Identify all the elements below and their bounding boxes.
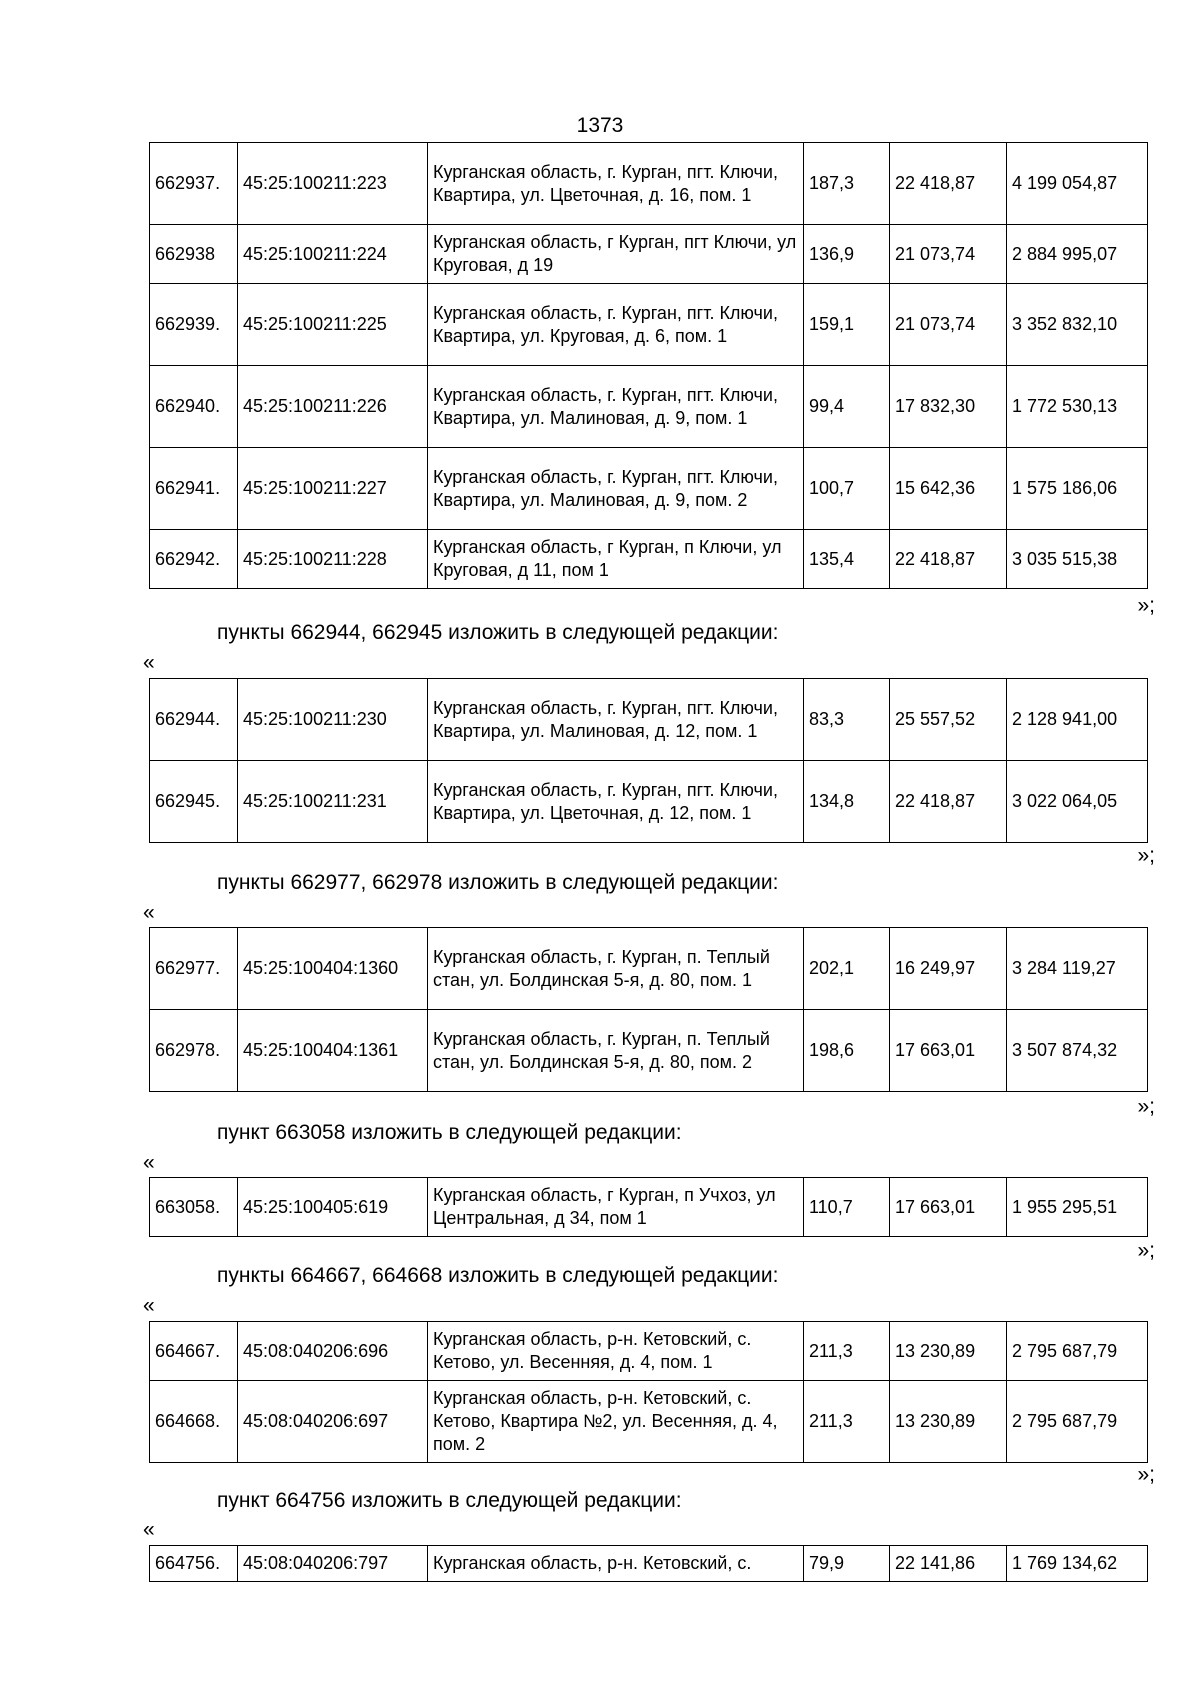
area: 83,3 bbox=[804, 679, 890, 761]
page-number: 1373 bbox=[576, 114, 624, 137]
area: 99,4 bbox=[804, 366, 890, 448]
closing-quote: »; bbox=[1137, 1239, 1155, 1262]
row-number: 664668. bbox=[150, 1381, 238, 1463]
cadastral-number: 45:25:100211:230 bbox=[238, 679, 428, 761]
table-row bbox=[150, 1322, 1148, 1381]
cadastral-value: 1 955 295,51 bbox=[1007, 1178, 1148, 1237]
address: Курганская область, г. Курган, пгт. Ключи, Квартира, ул. Цветочная, д. 16, пом. 1 bbox=[428, 143, 804, 225]
cadastral-number: 45:08:040206:797 bbox=[238, 1546, 428, 1582]
registry-table-2 bbox=[149, 678, 1148, 843]
cadastral-value: 2 795 687,79 bbox=[1007, 1381, 1148, 1463]
cadastral-number: 45:25:100211:224 bbox=[238, 225, 428, 284]
cadastral-value: 1 772 530,13 bbox=[1007, 366, 1148, 448]
cadastral-number: 45:08:040206:697 bbox=[238, 1381, 428, 1463]
row-number: 662942. bbox=[150, 530, 238, 589]
closing-quote: »; bbox=[1137, 1095, 1155, 1118]
area: 159,1 bbox=[804, 284, 890, 366]
area: 187,3 bbox=[804, 143, 890, 225]
cadastral-value: 1 769 134,62 bbox=[1007, 1546, 1148, 1582]
table-row bbox=[150, 1178, 1148, 1237]
specific-value: 21 073,74 bbox=[890, 284, 1007, 366]
address: Курганская область, г. Курган, п. Теплый стан, ул. Болдинская 5-я, д. 80, пом. 2 bbox=[428, 1010, 804, 1092]
area: 134,8 bbox=[804, 761, 890, 843]
address: Курганская область, г. Курган, пгт. Ключи, Квартира, ул. Малиновая, д. 9, пом. 1 bbox=[428, 366, 804, 448]
cadastral-value: 3 284 119,27 bbox=[1007, 928, 1148, 1010]
area: 198,6 bbox=[804, 1010, 890, 1092]
cadastral-number: 45:25:100404:1361 bbox=[238, 1010, 428, 1092]
table-row bbox=[150, 1381, 1148, 1463]
specific-value: 17 663,01 bbox=[890, 1010, 1007, 1092]
address: Курганская область, р-н. Кетовский, с. Кетово, Квартира №2, ул. Весенняя, д. 4, пом. 2 bbox=[428, 1381, 804, 1463]
row-number: 662944. bbox=[150, 679, 238, 761]
table-row bbox=[150, 761, 1148, 843]
address: Курганская область, р-н. Кетовский, с. bbox=[428, 1546, 804, 1582]
row-number: 662940. bbox=[150, 366, 238, 448]
cadastral-value: 3 035 515,38 bbox=[1007, 530, 1148, 589]
cadastral-value: 3 507 874,32 bbox=[1007, 1010, 1148, 1092]
address: Курганская область, г. Курган, пгт. Ключи, Квартира, ул. Цветочная, д. 12, пом. 1 bbox=[428, 761, 804, 843]
address: Курганская область, г. Курган, пгт. Ключи, Квартира, ул. Малиновая, д. 12, пом. 1 bbox=[428, 679, 804, 761]
opening-quote: « bbox=[143, 651, 155, 674]
cadastral-value: 2 128 941,00 bbox=[1007, 679, 1148, 761]
area: 110,7 bbox=[804, 1178, 890, 1237]
opening-quote: « bbox=[143, 1151, 155, 1174]
row-number: 662977. bbox=[150, 928, 238, 1010]
table-row bbox=[150, 284, 1148, 366]
row-number: 662978. bbox=[150, 1010, 238, 1092]
amendment-instruction: пункты 662944, 662945 изложить в следующей редакции: bbox=[217, 621, 779, 644]
area: 135,4 bbox=[804, 530, 890, 589]
table-row bbox=[150, 366, 1148, 448]
amendment-instruction: пункты 662977, 662978 изложить в следующей редакции: bbox=[217, 871, 779, 894]
cadastral-value: 1 575 186,06 bbox=[1007, 448, 1148, 530]
table-row bbox=[150, 928, 1148, 1010]
specific-value: 13 230,89 bbox=[890, 1381, 1007, 1463]
registry-table-5 bbox=[149, 1321, 1148, 1463]
cadastral-number: 45:25:100211:227 bbox=[238, 448, 428, 530]
table-row bbox=[150, 225, 1148, 284]
specific-value: 25 557,52 bbox=[890, 679, 1007, 761]
area: 79,9 bbox=[804, 1546, 890, 1582]
cadastral-number: 45:08:040206:696 bbox=[238, 1322, 428, 1381]
specific-value: 13 230,89 bbox=[890, 1322, 1007, 1381]
area: 202,1 bbox=[804, 928, 890, 1010]
table-row bbox=[150, 1010, 1148, 1092]
specific-value: 21 073,74 bbox=[890, 225, 1007, 284]
cadastral-number: 45:25:100211:225 bbox=[238, 284, 428, 366]
specific-value: 22 141,86 bbox=[890, 1546, 1007, 1582]
address: Курганская область, г Курган, п Ключи, ул Круговая, д 11, пом 1 bbox=[428, 530, 804, 589]
row-number: 662941. bbox=[150, 448, 238, 530]
amendment-instruction: пункт 664756 изложить в следующей редакции: bbox=[217, 1489, 682, 1512]
row-number: 663058. bbox=[150, 1178, 238, 1237]
area: 211,3 bbox=[804, 1322, 890, 1381]
opening-quote: « bbox=[143, 901, 155, 924]
row-number: 662939. bbox=[150, 284, 238, 366]
specific-value: 22 418,87 bbox=[890, 143, 1007, 225]
address: Курганская область, г Курган, п Учхоз, ул Центральная, д 34, пом 1 bbox=[428, 1178, 804, 1237]
closing-quote: »; bbox=[1137, 1463, 1155, 1486]
closing-quote: »; bbox=[1137, 844, 1155, 867]
specific-value: 17 832,30 bbox=[890, 366, 1007, 448]
cadastral-number: 45:25:100211:228 bbox=[238, 530, 428, 589]
row-number: 662937. bbox=[150, 143, 238, 225]
specific-value: 15 642,36 bbox=[890, 448, 1007, 530]
closing-quote: »; bbox=[1137, 594, 1155, 617]
registry-table-4 bbox=[149, 1177, 1148, 1237]
specific-value: 17 663,01 bbox=[890, 1178, 1007, 1237]
cadastral-value: 3 352 832,10 bbox=[1007, 284, 1148, 366]
cadastral-number: 45:25:100405:619 bbox=[238, 1178, 428, 1237]
cadastral-number: 45:25:100404:1360 bbox=[238, 928, 428, 1010]
amendment-instruction: пункт 663058 изложить в следующей редакции: bbox=[217, 1121, 682, 1144]
opening-quote: « bbox=[143, 1518, 155, 1541]
cadastral-value: 4 199 054,87 bbox=[1007, 143, 1148, 225]
specific-value: 22 418,87 bbox=[890, 530, 1007, 589]
address: Курганская область, г. Курган, п. Теплый стан, ул. Болдинская 5-я, д. 80, пом. 1 bbox=[428, 928, 804, 1010]
amendment-instruction: пункты 664667, 664668 изложить в следующей редакции: bbox=[217, 1264, 779, 1287]
address: Курганская область, г Курган, пгт Ключи, ул Круговая, д 19 bbox=[428, 225, 804, 284]
table-row bbox=[150, 448, 1148, 530]
row-number: 664667. bbox=[150, 1322, 238, 1381]
opening-quote: « bbox=[143, 1294, 155, 1317]
registry-table-1 bbox=[149, 142, 1148, 589]
specific-value: 16 249,97 bbox=[890, 928, 1007, 1010]
table-row bbox=[150, 679, 1148, 761]
registry-table-6 bbox=[149, 1545, 1148, 1582]
cadastral-number: 45:25:100211:231 bbox=[238, 761, 428, 843]
address: Курганская область, г. Курган, пгт. Ключи, Квартира, ул. Малиновая, д. 9, пом. 2 bbox=[428, 448, 804, 530]
table-row bbox=[150, 143, 1148, 225]
registry-table-3 bbox=[149, 927, 1148, 1092]
row-number: 662938 bbox=[150, 225, 238, 284]
row-number: 664756. bbox=[150, 1546, 238, 1582]
address: Курганская область, г. Курган, пгт. Ключи, Квартира, ул. Круговая, д. 6, пом. 1 bbox=[428, 284, 804, 366]
table-row bbox=[150, 1546, 1148, 1582]
address: Курганская область, р-н. Кетовский, с. Кетово, ул. Весенняя, д. 4, пом. 1 bbox=[428, 1322, 804, 1381]
cadastral-number: 45:25:100211:223 bbox=[238, 143, 428, 225]
cadastral-value: 2 884 995,07 bbox=[1007, 225, 1148, 284]
area: 136,9 bbox=[804, 225, 890, 284]
cadastral-value: 2 795 687,79 bbox=[1007, 1322, 1148, 1381]
cadastral-number: 45:25:100211:226 bbox=[238, 366, 428, 448]
cadastral-value: 3 022 064,05 bbox=[1007, 761, 1148, 843]
specific-value: 22 418,87 bbox=[890, 761, 1007, 843]
table-row bbox=[150, 530, 1148, 589]
area: 100,7 bbox=[804, 448, 890, 530]
row-number: 662945. bbox=[150, 761, 238, 843]
area: 211,3 bbox=[804, 1381, 890, 1463]
